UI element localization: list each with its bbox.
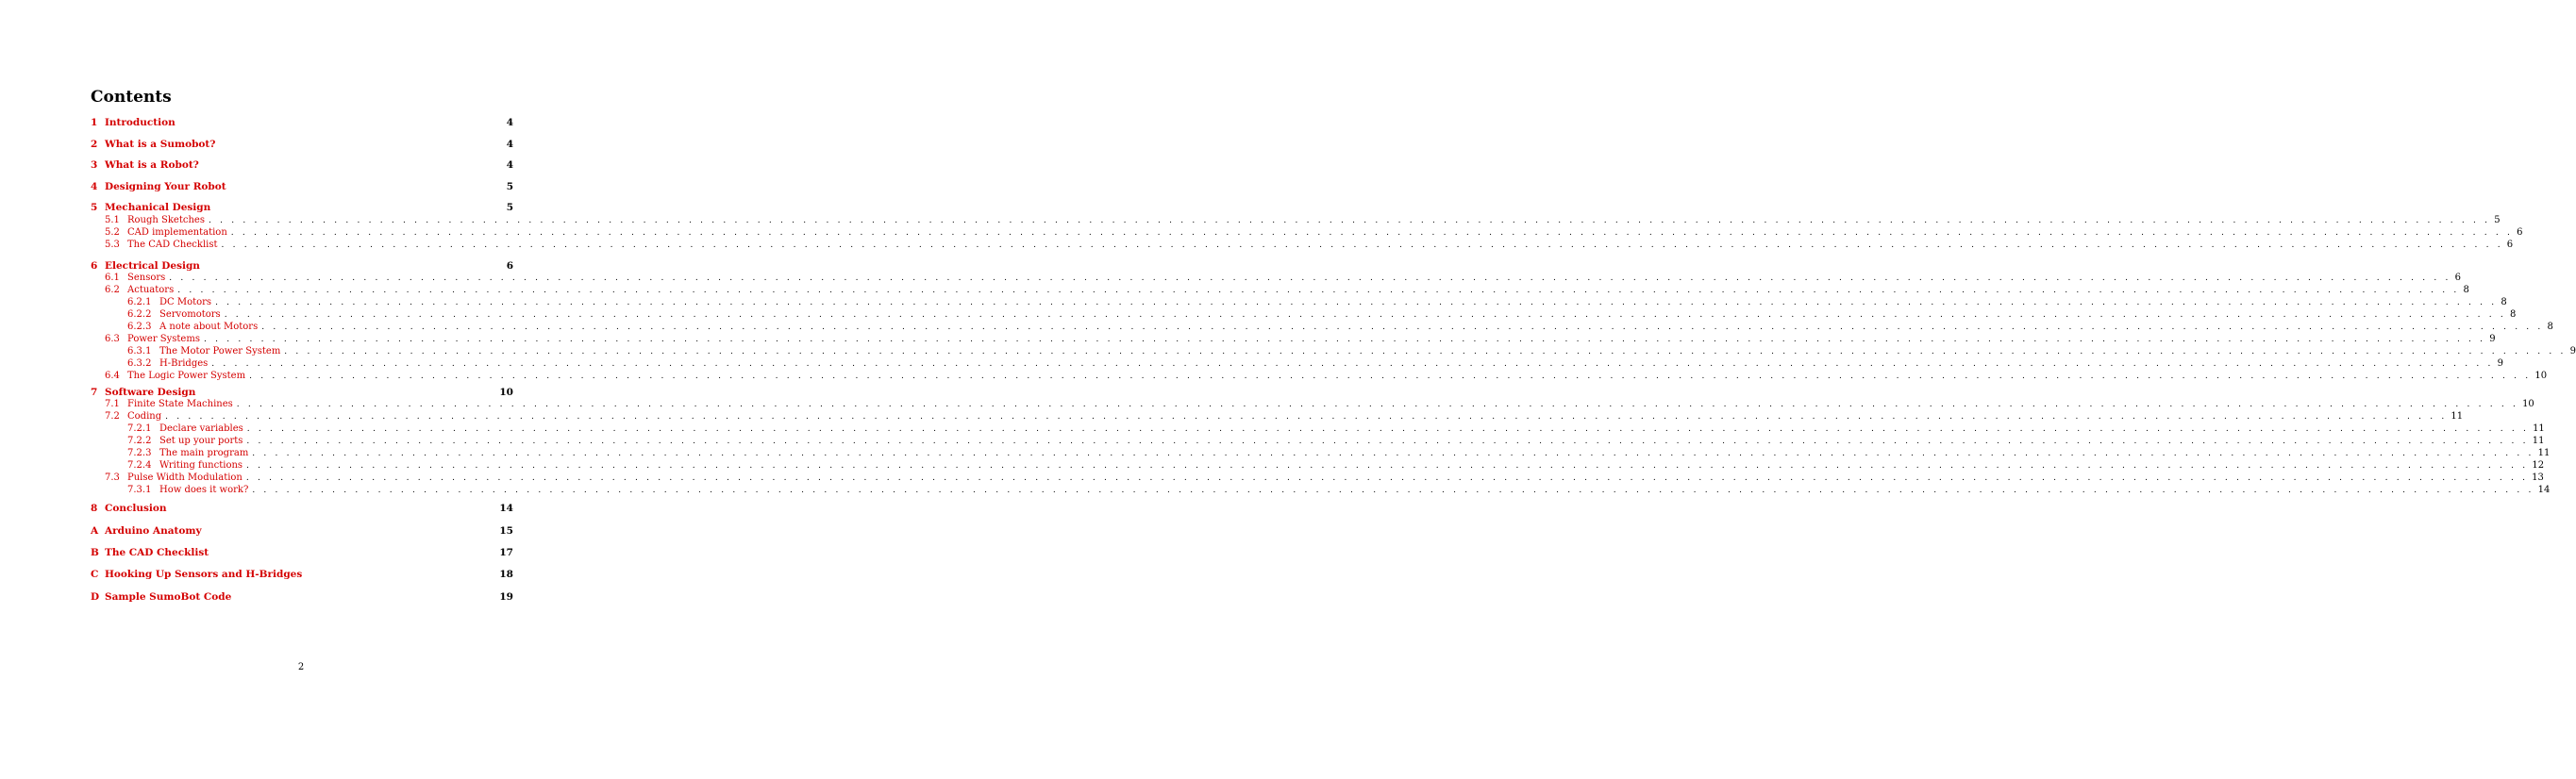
toc-entry-page[interactable]: 11 bbox=[2532, 436, 2545, 446]
toc-subsection-entry[interactable] bbox=[105, 411, 2464, 423]
toc-entry-page[interactable]: 12 bbox=[2532, 460, 2545, 471]
toc-section-entry[interactable] bbox=[91, 503, 513, 514]
toc-entry-page[interactable]: 11 bbox=[2451, 411, 2464, 422]
toc-entry-title[interactable]: Set up your ports bbox=[159, 436, 243, 446]
toc-entry-number[interactable]: 7.2.3 bbox=[127, 448, 152, 458]
toc-subsection-entry[interactable] bbox=[105, 240, 2514, 251]
toc-entry-page[interactable]: 6 bbox=[2454, 273, 2461, 283]
toc-leader-dots: . . . . . . . . . . . . . . . . . . . . . . . . . . . . . . . . . . . . . . . . . . . . . . . . . . . . . . . . . . . . . . . . . . . . . . . . . . . . . . . . . . . . . . . . . . . . . . . . . . . . . . . . . . . . . . . . . . . . . . . . . . . . . . . . . . . . . . . . . . . . . . . . . . . . . . . . . . . . . . . . . . . . . . . . . . . . . . . . . . . . . . . . . . . . . . . . . . . . . . . . bbox=[246, 437, 2529, 446]
toc-entry-number[interactable]: C bbox=[91, 569, 99, 580]
toc-leader-dots: . . . . . . . . . . . . . . . . . . . . . . . . . . . . . . . . . . . . . . . . . . . . . . . . . . . . . . . . . . . . . . . . . . . . . . . . . . . . . . . . . . . . . . . . . . . . . . . . . . . . . . . . . . . . . . . . . . . . . . . . . . . . . . . . . . . . . . . . . . . . . . . . . . . . . . . . . . . . . . . . . . . . . . . . . . . . . . . . . . . . . . . . . . . . . . . . . . . . . . . . bbox=[203, 335, 2486, 344]
toc-entry-page[interactable]: 6 bbox=[2506, 240, 2514, 250]
toc-entry-number[interactable]: 7.2 bbox=[105, 411, 120, 422]
toc-entry-page[interactable]: 4 bbox=[506, 159, 513, 171]
toc-leader-dots: . . . . . . . . . . . . . . . . . . . . . . . . . . . . . . . . . . . . . . . . . . . . . . . . . . . . . . . . . . . . . . . . . . . . . . . . . . . . . . . . . . . . . . . . . . . . . . . . . . . . . . . . . . . . . . . . . . . . . . . . . . . . . . . . . . . . . . . . . . . . . . . . . . . . . . . . . . . . . . . . . . . . . . . . . . . . . . . . . . . . . . . . . . . . . . . . . . . . . . . . bbox=[177, 286, 2460, 295]
toc-entry-number[interactable]: 7.2.2 bbox=[127, 436, 152, 446]
toc-entry-title[interactable]: The Motor Power System bbox=[159, 346, 281, 356]
toc-entry-page[interactable]: 15 bbox=[499, 525, 513, 537]
toc-entry-page[interactable]: 4 bbox=[506, 139, 513, 150]
toc-entry-number[interactable]: 6.2.1 bbox=[127, 297, 152, 307]
toc-entry-page[interactable]: 5 bbox=[2494, 215, 2501, 225]
toc-entry-title[interactable]: Declare variables bbox=[159, 423, 243, 434]
toc-entry-title[interactable]: Conclusion bbox=[105, 503, 167, 514]
toc-section-entry[interactable] bbox=[91, 591, 513, 603]
toc-entry-title[interactable]: Mechanical Design bbox=[105, 202, 211, 213]
toc-leader-dots: . . . . . . . . . . . . . . . . . . . . . . . . . . . . . . . . . . . . . . . . . . . . . . . . . . . . . . . . . . . . . . . . . . . . . . . . . . . . . . . . . . . . . . . . . . . . . . . . . . . . . . . . . . . . . . . . . . . . . . . . . . . . . . . . . . . . . . . . . . . . . . . . . . . . . . . . . . . . . . . . . . . . . . . . . . . . . . . . . . . . . . . . . . . . . . . . . . . . . . . . bbox=[252, 449, 2534, 458]
toc-section-entry[interactable] bbox=[91, 202, 513, 213]
toc-section-entry[interactable] bbox=[91, 569, 513, 580]
toc-entry-title[interactable]: Electrical Design bbox=[105, 260, 200, 272]
toc-entry-number[interactable]: 6.4 bbox=[105, 371, 120, 381]
toc-entry-title[interactable]: The main program bbox=[159, 448, 249, 458]
toc-subsection-entry[interactable] bbox=[127, 322, 2553, 333]
toc-entry-title[interactable]: CAD implementation bbox=[127, 227, 227, 238]
toc-leader-dots: . . . . . . . . . . . . . . . . . . . . . . . . . . . . . . . . . . . . . . . . . . . . . . . . . . . . . . . . . . . . . . . . . . . . . . . . . . . . . . . . . . . . . . . . . . . . . . . . . . . . . . . . . . . . . . . . . . . . . . . . . . . . . . . . . . . . . . . . . . . . . . . . . . . . . . . . . . . . . . . . . . . . . . . . . . . . . . . . . . . . . . . . . . . . . . . . . . . . . . . . bbox=[236, 400, 2519, 409]
toc-entry-title[interactable]: Designing Your Robot bbox=[105, 181, 226, 192]
toc-subsection-entry[interactable] bbox=[105, 285, 2469, 296]
toc-entry-title[interactable]: Software Design bbox=[105, 387, 196, 398]
toc-entry-title[interactable]: A note about Motors bbox=[159, 322, 259, 332]
toc-entry-page[interactable]: 8 bbox=[2501, 297, 2507, 307]
toc-entry-title[interactable]: How does it work? bbox=[159, 485, 249, 495]
toc-entry-number[interactable]: 6.2 bbox=[105, 285, 120, 295]
toc-entry-number[interactable]: 4 bbox=[91, 181, 98, 192]
toc-entry-page[interactable]: 11 bbox=[2533, 423, 2545, 434]
toc-entry-number[interactable]: 6.1 bbox=[105, 273, 120, 283]
toc-section-entry[interactable] bbox=[91, 260, 513, 272]
toc-entry-title[interactable]: Servomotors bbox=[159, 309, 221, 320]
toc-section-entry[interactable] bbox=[91, 387, 513, 398]
toc-section-entry[interactable] bbox=[91, 525, 513, 537]
toc-entry-number[interactable]: 7.2.4 bbox=[127, 460, 152, 471]
toc-entry-page[interactable]: 14 bbox=[2537, 485, 2551, 495]
toc-entry-number[interactable]: 8 bbox=[91, 503, 98, 514]
toc-entry-title[interactable]: The CAD Checklist bbox=[127, 240, 218, 250]
toc-entry-title[interactable]: Sensors bbox=[127, 273, 166, 283]
toc-entry-number[interactable]: 6.3 bbox=[105, 334, 120, 344]
toc-leader-dots: . . . . . . . . . . . . . . . . . . . . . . . . . . . . . . . . . . . . . . . . . . . . . . . . . . . . . . . . . . . . . . . . . . . . . . . . . . . . . . . . . . . . . . . . . . . . . . . . . . . . . . . . . . . . . . . . . . . . . . . . . . . . . . . . . . . . . . . . . . . . . . . . . . . . . . . . . . . . . . . . . . . . . . . . . . . . . . . . . . . . . . . . . . . . . . . . . . . . . . . . bbox=[245, 473, 2529, 483]
toc-entry-title[interactable]: Sample SumoBot Code bbox=[105, 591, 232, 603]
toc-entry-number[interactable]: 6.3.1 bbox=[127, 346, 152, 356]
toc-leader-dots: . . . . . . . . . . . . . . . . . . . . . . . . . . . . . . . . . . . . . . . . . . . . . . . . . . . . . . . . . . . . . . . . . . . . . . . . . . . . . . . . . . . . . . . . . . . . . . . . . . . . . . . . . . . . . . . . . . . . . . . . . . . . . . . . . . . . . . . . . . . . . . . . . . . . . . . . . . . . . . . . . . . . . . . . . . . . . . . . . . . . . . . . . . . . . . . . . . . . . . . . bbox=[224, 310, 2506, 320]
toc-entry-page[interactable]: 4 bbox=[506, 117, 513, 128]
toc-subsection-entry[interactable] bbox=[105, 371, 2548, 382]
toc-leader-dots: . . . . . . . . . . . . . . . . . . . . . . . . . . . . . . . . . . . . . . . . . . . . . . . . . . . . . . . . . . . . . . . . . . . . . . . . . . . . . . . . . . . . . . . . . . . . . . . . . . . . . . . . . . . . . . . . . . . . . . . . . . . . . . . . . . . . . . . . . . . . . . . . . . . . . . . . . . . . . . . . . . . . . . . . . . . . . . . . . . . . . . . . . . . . . . . . . . . . . . . . bbox=[252, 486, 2534, 495]
toc-entry-page[interactable]: 6 bbox=[506, 260, 513, 272]
toc-entry-page[interactable]: 8 bbox=[2463, 285, 2469, 295]
toc-leader-dots: . . . . . . . . . . . . . . . . . . . . . . . . . . . . . . . . . . . . . . . . . . . . . . . . . . . . . . . . . . . . . . . . . . . . . . . . . . . . . . . . . . . . . . . . . . . . . . . . . . . . . . . . . . . . . . . . . . . . . . . . . . . . . . . . . . . . . . . . . . . . . . . . . . . . . . . . . . . . . . . . . . . . . . . . . . . . . . . . . . . . . . . . . . . . . . . . . . . . . . . . bbox=[246, 461, 2529, 471]
toc-entry-page[interactable]: 9 bbox=[2489, 334, 2496, 344]
toc-leader-dots: . . . . . . . . . . . . . . . . . . . . . . . . . . . . . . . . . . . . . . . . . . . . . . . . . . . . . . . . . . . . . . . . . . . . . . . . . . . . . . . . . . . . . . . . . . . . . . . . . . . . . . . . . . . . . . . . . . . . . . . . . . . . . . . . . . . . . . . . . . . . . . . . . . . . . . . . . . . . . . . . . . . . . . . . . . . . . . . . . . . . . . . . . . . . . . . . . . . . . . . . bbox=[230, 228, 2514, 238]
toc-subsection-entry[interactable] bbox=[127, 485, 2551, 496]
toc-leader-dots: . . . . . . . . . . . . . . . . . . . . . . . . . . . . . . . . . . . . . . . . . . . . . . . . . . . . . . . . . . . . . . . . . . . . . . . . . . . . . . . . . . . . . . . . . . . . . . . . . . . . . . . . . . . . . . . . . . . . . . . . . . . . . . . . . . . . . . . . . . . . . . . . . . . . . . . . . . . . . . . . . . . . . . . . . . . . . . . . . . . . . . . . . . . . . . . . . . . . . . . . bbox=[261, 323, 2544, 332]
toc-entry-number[interactable]: 6.2.3 bbox=[127, 322, 152, 332]
toc-entry-title[interactable]: Power Systems bbox=[127, 334, 200, 344]
toc-entry-page[interactable]: 8 bbox=[2547, 322, 2553, 332]
toc-entry-title[interactable]: Rough Sketches bbox=[127, 215, 205, 225]
toc-entry-number[interactable]: 2 bbox=[91, 139, 98, 150]
toc-subsection-entry[interactable] bbox=[127, 346, 2576, 357]
toc-entry-title[interactable]: Finite State Machines bbox=[127, 399, 233, 409]
toc-entry-number[interactable]: 5.2 bbox=[105, 227, 120, 238]
toc-entry-page[interactable]: 9 bbox=[2569, 346, 2576, 356]
toc-entry-page[interactable]: 10 bbox=[2522, 399, 2534, 409]
toc-entry-title[interactable]: Actuators bbox=[127, 285, 175, 295]
toc-entry-page[interactable]: 6 bbox=[2517, 227, 2523, 238]
toc-subsection-entry[interactable] bbox=[127, 309, 2517, 321]
toc-subsection-entry[interactable] bbox=[127, 460, 2545, 472]
toc-leader-dots: . . . . . . . . . . . . . . . . . . . . . . . . . . . . . . . . . . . . . . . . . . . . . . . . . . . . . . . . . . . . . . . . . . . . . . . . . . . . . . . . . . . . . . . . . . . . . . . . . . . . . . . . . . . . . . . . . . . . . . . . . . . . . . . . . . . . . . . . . . . . . . . . . . . . . . . . . . . . . . . . . . . . . . . . . . . . . . . . . . . . . . . . . . . . . . . . . . . . . . . . bbox=[169, 273, 2451, 283]
toc-subsection-entry[interactable] bbox=[127, 436, 2545, 447]
toc-leader-dots: . . . . . . . . . . . . . . . . . . . . . . . . . . . . . . . . . . . . . . . . . . . . . . . . . . . . . . . . . . . . . . . . . . . . . . . . . . . . . . . . . . . . . . . . . . . . . . . . . . . . . . . . . . . . . . . . . . . . . . . . . . . . . . . . . . . . . . . . . . . . . . . . . . . . . . . . . . . . . . . . . . . . . . . . . . . . . . . . . . . . . . . . . . . . . . . . . . . . . . . . bbox=[284, 347, 2567, 356]
toc-entry-number[interactable]: 5 bbox=[91, 202, 98, 213]
toc-entry-title[interactable]: Coding bbox=[127, 411, 162, 422]
toc-entry-title[interactable]: Arduino Anatomy bbox=[105, 525, 202, 537]
toc-subsection-entry[interactable] bbox=[127, 297, 2507, 308]
toc-entry-page[interactable]: 18 bbox=[499, 569, 513, 580]
toc-entry-title[interactable]: Introduction bbox=[105, 117, 176, 128]
toc-leader-dots: . . . . . . . . . . . . . . . . . . . . . . . . . . . . . . . . . . . . . . . . . . . . . . . . . . . . . . . . . . . . . . . . . . . . . . . . . . . . . . . . . . . . . . . . . . . . . . . . . . . . . . . . . . . . . . . . . . . . . . . . . . . . . . . . . . . . . . . . . . . . . . . . . . . . . . . . . . . . . . . . . . . . . . . . . . . . . . . . . . . . . . . . . . . . . . . . . . . . . . . . bbox=[211, 359, 2494, 369]
toc-leader-dots: . . . . . . . . . . . . . . . . . . . . . . . . . . . . . . . . . . . . . . . . . . . . . . . . . . . . . . . . . . . . . . . . . . . . . . . . . . . . . . . . . . . . . . . . . . . . . . . . . . . . . . . . . . . . . . . . . . . . . . . . . . . . . . . . . . . . . . . . . . . . . . . . . . . . . . . . . . . . . . . . . . . . . . . . . . . . . . . . . . . . . . . . . . . . . . . . . . . . . . . . bbox=[249, 372, 2532, 381]
toc-entry-number[interactable]: D bbox=[91, 591, 100, 603]
toc-entry-number[interactable]: B bbox=[91, 547, 99, 558]
toc-leader-dots: . . . . . . . . . . . . . . . . . . . . . . . . . . . . . . . . . . . . . . . . . . . . . . . . . . . . . . . . . . . . . . . . . . . . . . . . . . . . . . . . . . . . . . . . . . . . . . . . . . . . . . . . . . . . . . . . . . . . . . . . . . . . . . . . . . . . . . . . . . . . . . . . . . . . . . . . . . . . . . . . . . . . . . . . . . . . . . . . . . . . . . . . . . . . . . . . . . . . . . . . bbox=[165, 412, 2448, 422]
toc-entry-page[interactable]: 14 bbox=[499, 503, 513, 514]
toc-entry-number[interactable]: 6.2.2 bbox=[127, 309, 152, 320]
toc-entry-page[interactable]: 10 bbox=[2534, 371, 2548, 381]
toc-entry-page[interactable]: 13 bbox=[2532, 472, 2544, 483]
toc-subsection-entry[interactable] bbox=[105, 227, 2523, 239]
toc-entry-number[interactable]: 7.2.1 bbox=[127, 423, 152, 434]
toc-leader-dots: . . . . . . . . . . . . . . . . . . . . . . . . . . . . . . . . . . . . . . . . . . . . . . . . . . . . . . . . . . . . . . . . . . . . . . . . . . . . . . . . . . . . . . . . . . . . . . . . . . . . . . . . . . . . . . . . . . . . . . . . . . . . . . . . . . . . . . . . . . . . . . . . . . . . . . . . . . . . . . . . . . . . . . . . . . . . . . . . . . . . . . . . . . . . . . . . . . . . . . . . bbox=[215, 298, 2498, 307]
toc-leader-dots: . . . . . . . . . . . . . . . . . . . . . . . . . . . . . . . . . . . . . . . . . . . . . . . . . . . . . . . . . . . . . . . . . . . . . . . . . . . . . . . . . . . . . . . . . . . . . . . . . . . . . . . . . . . . . . . . . . . . . . . . . . . . . . . . . . . . . . . . . . . . . . . . . . . . . . . . . . . . . . . . . . . . . . . . . . . . . . . . . . . . . . . . . . . . . . . . . . . . . . . . bbox=[221, 240, 2503, 250]
toc-entry-title[interactable]: H-Bridges bbox=[159, 358, 209, 369]
toc-entry-page[interactable]: 11 bbox=[2537, 448, 2551, 458]
toc-entry-number[interactable]: A bbox=[91, 525, 99, 537]
toc-entry-page[interactable]: 17 bbox=[499, 547, 513, 558]
toc-section-entry[interactable] bbox=[91, 117, 513, 128]
toc-entry-page[interactable]: 19 bbox=[499, 591, 513, 603]
toc-section-entry[interactable] bbox=[91, 139, 513, 150]
toc-entry-number[interactable]: 7.3.1 bbox=[127, 485, 152, 495]
toc-subsection-entry[interactable] bbox=[105, 399, 2534, 410]
toc-entry-number[interactable]: 7 bbox=[91, 387, 98, 398]
toc-entry-page[interactable]: 5 bbox=[506, 202, 513, 213]
toc-entry-page[interactable]: 5 bbox=[506, 181, 513, 192]
toc-subsection-entry[interactable] bbox=[105, 215, 2501, 226]
toc-entry-title[interactable]: What is a Sumobot? bbox=[105, 139, 216, 150]
toc-entry-number[interactable]: 1 bbox=[91, 117, 98, 128]
toc-subsection-entry[interactable] bbox=[105, 334, 2496, 345]
page-number: 2 bbox=[297, 662, 305, 672]
toc-entry-title[interactable]: The Logic Power System bbox=[127, 371, 246, 381]
toc-subsection-entry[interactable] bbox=[127, 448, 2551, 459]
toc-entry-number[interactable]: 5.1 bbox=[105, 215, 120, 225]
toc-entry-number[interactable]: 5.3 bbox=[105, 240, 120, 250]
toc-subsection-entry[interactable] bbox=[127, 358, 2503, 370]
toc-entry-number[interactable]: 7.3 bbox=[105, 472, 120, 483]
toc-leader-dots: . . . . . . . . . . . . . . . . . . . . . . . . . . . . . . . . . . . . . . . . . . . . . . . . . . . . . . . . . . . . . . . . . . . . . . . . . . . . . . . . . . . . . . . . . . . . . . . . . . . . . . . . . . . . . . . . . . . . . . . . . . . . . . . . . . . . . . . . . . . . . . . . . . . . . . . . . . . . . . . . . . . . . . . . . . . . . . . . . . . . . . . . . . . . . . . . . . . . . . . . bbox=[208, 216, 2491, 225]
toc-entry-title[interactable]: Writing functions bbox=[159, 460, 243, 471]
toc-subsection-entry[interactable] bbox=[127, 423, 2545, 435]
toc-section-entry[interactable] bbox=[91, 547, 513, 558]
toc-entry-title[interactable]: Pulse Width Modulation bbox=[127, 472, 243, 483]
toc-entry-page[interactable]: 10 bbox=[499, 387, 513, 398]
toc-leader-dots: . . . . . . . . . . . . . . . . . . . . . . . . . . . . . . . . . . . . . . . . . . . . . . . . . . . . . . . . . . . . . . . . . . . . . . . . . . . . . . . . . . . . . . . . . . . . . . . . . . . . . . . . . . . . . . . . . . . . . . . . . . . . . . . . . . . . . . . . . . . . . . . . . . . . . . . . . . . . . . . . . . . . . . . . . . . . . . . . . . . . . . . . . . . . . . . . . . . . . . . . bbox=[246, 424, 2530, 434]
toc-entry-title[interactable]: DC Motors bbox=[159, 297, 212, 307]
toc-entry-number[interactable]: 3 bbox=[91, 159, 98, 171]
toc-subsection-entry[interactable] bbox=[105, 273, 2461, 284]
toc-entry-page[interactable]: 9 bbox=[2497, 358, 2503, 369]
toc-entry-number[interactable]: 6 bbox=[91, 260, 98, 272]
toc-entry-title[interactable]: The CAD Checklist bbox=[105, 547, 209, 558]
toc-section-entry[interactable] bbox=[91, 159, 513, 171]
contents-heading: Contents bbox=[91, 88, 172, 107]
toc-entry-title[interactable]: Hooking Up Sensors and H-Bridges bbox=[105, 569, 303, 580]
toc-entry-number[interactable]: 7.1 bbox=[105, 399, 120, 409]
toc-entry-number[interactable]: 6.3.2 bbox=[127, 358, 152, 369]
toc-entry-title[interactable]: What is a Robot? bbox=[105, 159, 199, 171]
toc-section-entry[interactable] bbox=[91, 181, 513, 192]
toc-subsection-entry[interactable] bbox=[105, 472, 2544, 484]
toc-entry-page[interactable]: 8 bbox=[2509, 309, 2517, 320]
